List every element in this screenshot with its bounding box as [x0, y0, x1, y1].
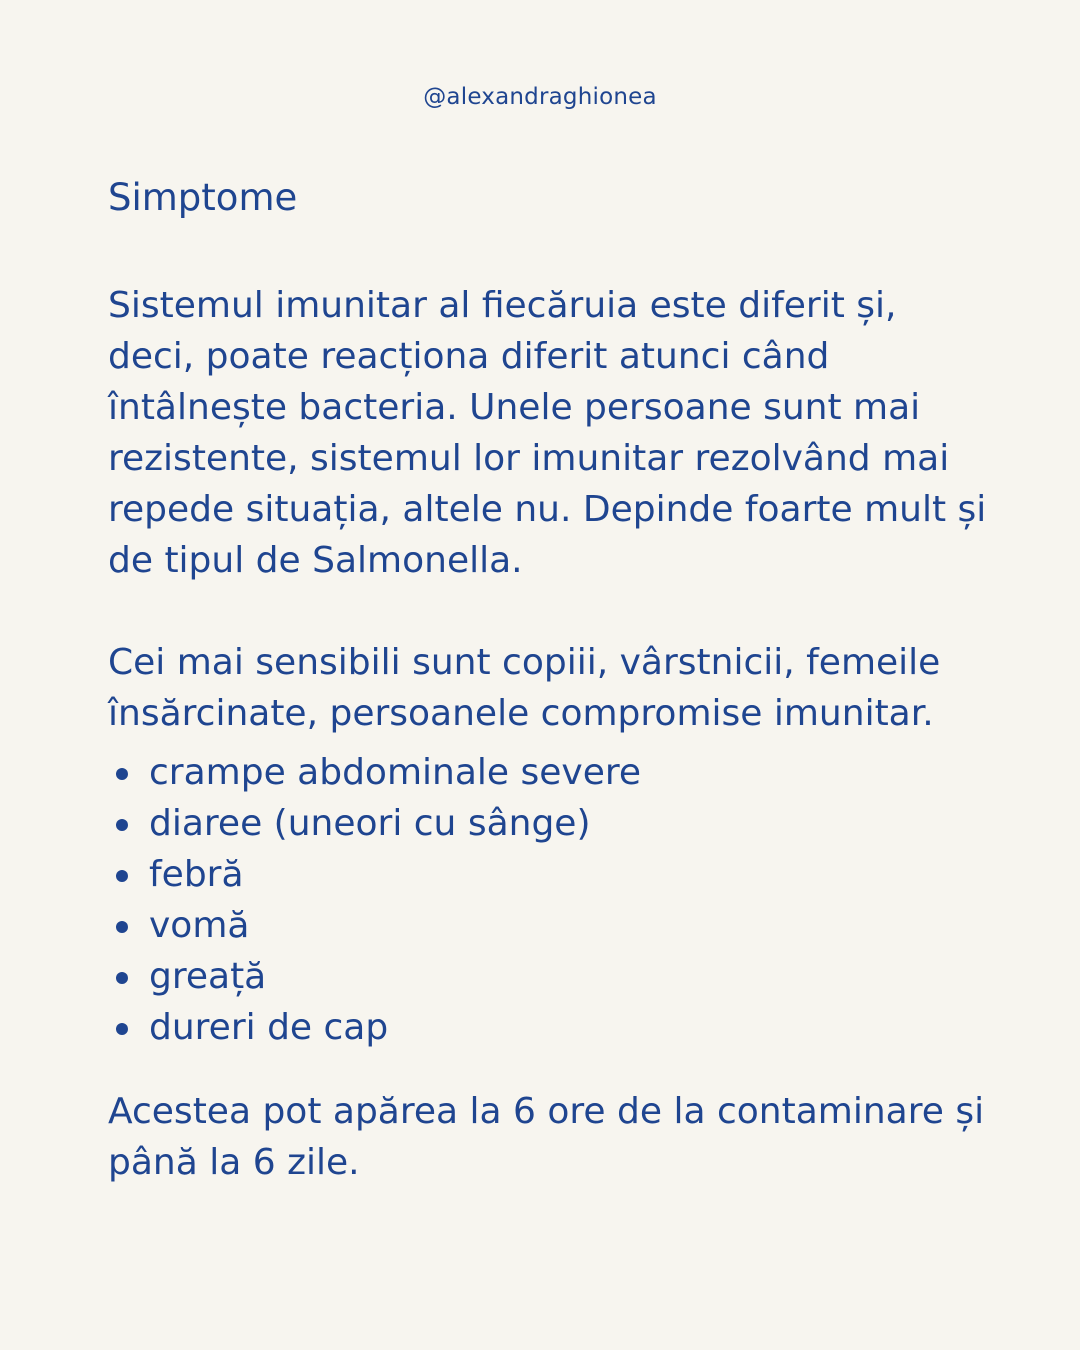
- list-item: [108, 798, 988, 849]
- symptom-list: [108, 747, 988, 1053]
- author-handle: @alexandraghionea: [423, 84, 657, 110]
- symptom-label: vomă: [149, 905, 250, 946]
- intro-paragraph: Sistemul imunitar al fiecăruia este diferit și, deci, poate reacționa diferit atunci când întâlnește bacteria. Unele persoane sunt mai rezistente, sistemul lor imunitar rezolvând mai repede situația, altele nu. Depinde foarte mult și de tipul de Salmonella.: [108, 285, 987, 581]
- bullet-icon: [116, 870, 128, 882]
- symptom-label: febră: [149, 854, 244, 895]
- post-title: Simptome: [108, 176, 298, 219]
- bullet-icon: [116, 972, 128, 984]
- list-item: [108, 747, 988, 798]
- sensitive-groups-paragraph: Cei mai sensibili sunt copiii, vârstnicii, femeile însărcinate, persoanele compromise imunitar.: [108, 642, 941, 734]
- bullet-icon: [116, 1023, 128, 1035]
- post-content: [108, 172, 988, 1188]
- bullet-icon: [116, 921, 128, 933]
- list-item: [108, 900, 988, 951]
- onset-paragraph: Acestea pot apărea la 6 ore de la contaminare și până la 6 zile.: [108, 1091, 985, 1183]
- symptom-label: diaree (uneori cu sânge): [149, 803, 591, 844]
- list-item: [108, 849, 988, 900]
- bullet-icon: [116, 768, 128, 780]
- symptom-label: crampe abdominale severe: [149, 752, 642, 793]
- symptom-label: dureri de cap: [149, 1007, 389, 1048]
- list-item: [108, 1002, 988, 1053]
- list-item: [108, 951, 988, 1002]
- bullet-icon: [116, 819, 128, 831]
- symptom-label: greață: [149, 956, 267, 997]
